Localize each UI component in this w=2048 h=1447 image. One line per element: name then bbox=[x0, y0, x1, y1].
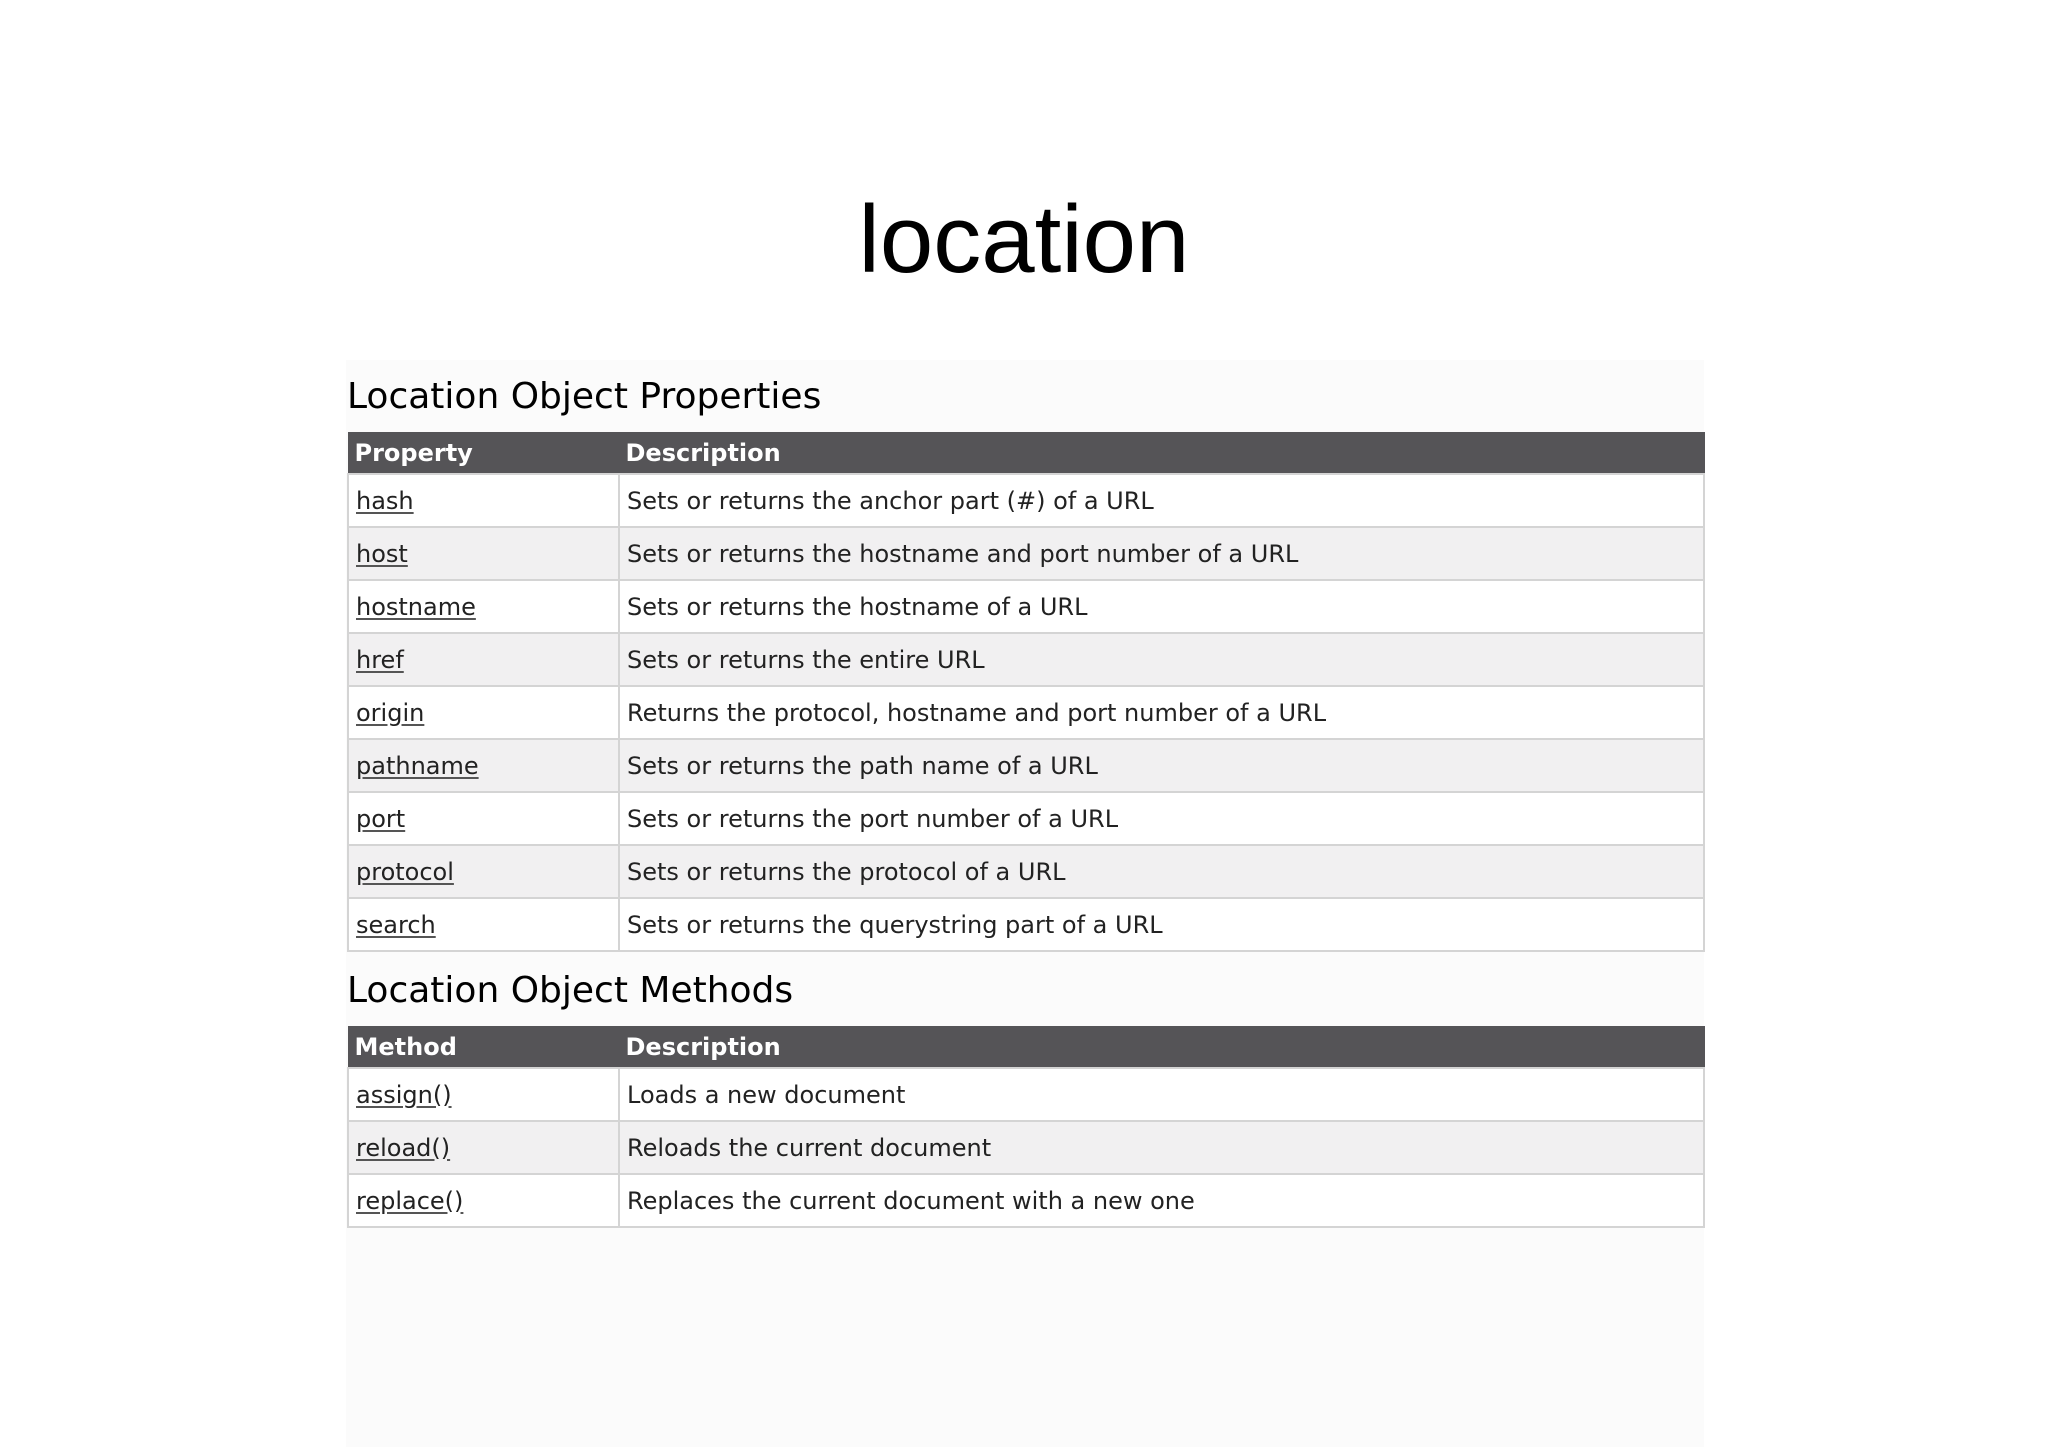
description-cell: Returns the protocol, hostname and port number of a URL bbox=[619, 686, 1704, 739]
properties-heading: Location Object Properties bbox=[347, 376, 822, 417]
property-cell bbox=[348, 686, 619, 739]
method-cell bbox=[348, 1121, 619, 1174]
table-row bbox=[348, 474, 1704, 527]
property-link-origin[interactable]: origin bbox=[356, 698, 425, 727]
property-cell bbox=[348, 527, 619, 580]
property-link-href[interactable]: href bbox=[356, 645, 404, 674]
property-cell bbox=[348, 845, 619, 898]
method-cell bbox=[348, 1174, 619, 1227]
table-header-row bbox=[348, 432, 1704, 474]
table-row bbox=[348, 1121, 1704, 1174]
column-header-property: Property bbox=[348, 432, 619, 474]
description-cell: Loads a new document bbox=[619, 1068, 1704, 1121]
description-cell: Replaces the current document with a new one bbox=[619, 1174, 1704, 1227]
description-cell: Sets or returns the hostname of a URL bbox=[619, 580, 1704, 633]
property-link-port[interactable]: port bbox=[356, 804, 406, 833]
table-row bbox=[348, 739, 1704, 792]
method-cell bbox=[348, 1068, 619, 1121]
description-cell: Reloads the current document bbox=[619, 1121, 1704, 1174]
methods-table bbox=[347, 1026, 1705, 1228]
description-cell: Sets or returns the entire URL bbox=[619, 633, 1704, 686]
description-cell: Sets or returns the anchor part (#) of a URL bbox=[619, 474, 1704, 527]
column-header-method: Method bbox=[348, 1026, 619, 1068]
method-link-replace[interactable]: replace() bbox=[356, 1186, 464, 1215]
table-row bbox=[348, 686, 1704, 739]
description-cell: Sets or returns the querystring part of a URL bbox=[619, 898, 1704, 951]
description-cell: Sets or returns the port number of a URL bbox=[619, 792, 1704, 845]
method-link-assign[interactable]: assign() bbox=[356, 1080, 452, 1109]
properties-table bbox=[347, 432, 1705, 952]
table-row bbox=[348, 845, 1704, 898]
description-cell: Sets or returns the protocol of a URL bbox=[619, 845, 1704, 898]
property-cell bbox=[348, 792, 619, 845]
description-cell: Sets or returns the hostname and port number of a URL bbox=[619, 527, 1704, 580]
property-link-protocol[interactable]: protocol bbox=[356, 857, 454, 886]
property-link-host[interactable]: host bbox=[356, 539, 408, 568]
methods-heading: Location Object Methods bbox=[347, 970, 794, 1011]
slide-title: location bbox=[858, 186, 1190, 293]
method-link-reload[interactable]: reload() bbox=[356, 1133, 451, 1162]
property-link-hostname[interactable]: hostname bbox=[356, 592, 476, 621]
description-cell: Sets or returns the path name of a URL bbox=[619, 739, 1704, 792]
property-link-pathname[interactable]: pathname bbox=[356, 751, 479, 780]
column-header-description: Description bbox=[619, 432, 1704, 474]
property-cell bbox=[348, 739, 619, 792]
property-cell bbox=[348, 898, 619, 951]
table-row bbox=[348, 527, 1704, 580]
table-row bbox=[348, 898, 1704, 951]
property-link-search[interactable]: search bbox=[356, 910, 436, 939]
property-cell bbox=[348, 580, 619, 633]
table-row bbox=[348, 633, 1704, 686]
table-row bbox=[348, 1068, 1704, 1121]
property-cell bbox=[348, 474, 619, 527]
column-header-description: Description bbox=[619, 1026, 1704, 1068]
table-row bbox=[348, 792, 1704, 845]
property-link-hash[interactable]: hash bbox=[356, 486, 414, 515]
table-header-row bbox=[348, 1026, 1704, 1068]
table-row bbox=[348, 1174, 1704, 1227]
property-cell bbox=[348, 633, 619, 686]
table-row bbox=[348, 580, 1704, 633]
